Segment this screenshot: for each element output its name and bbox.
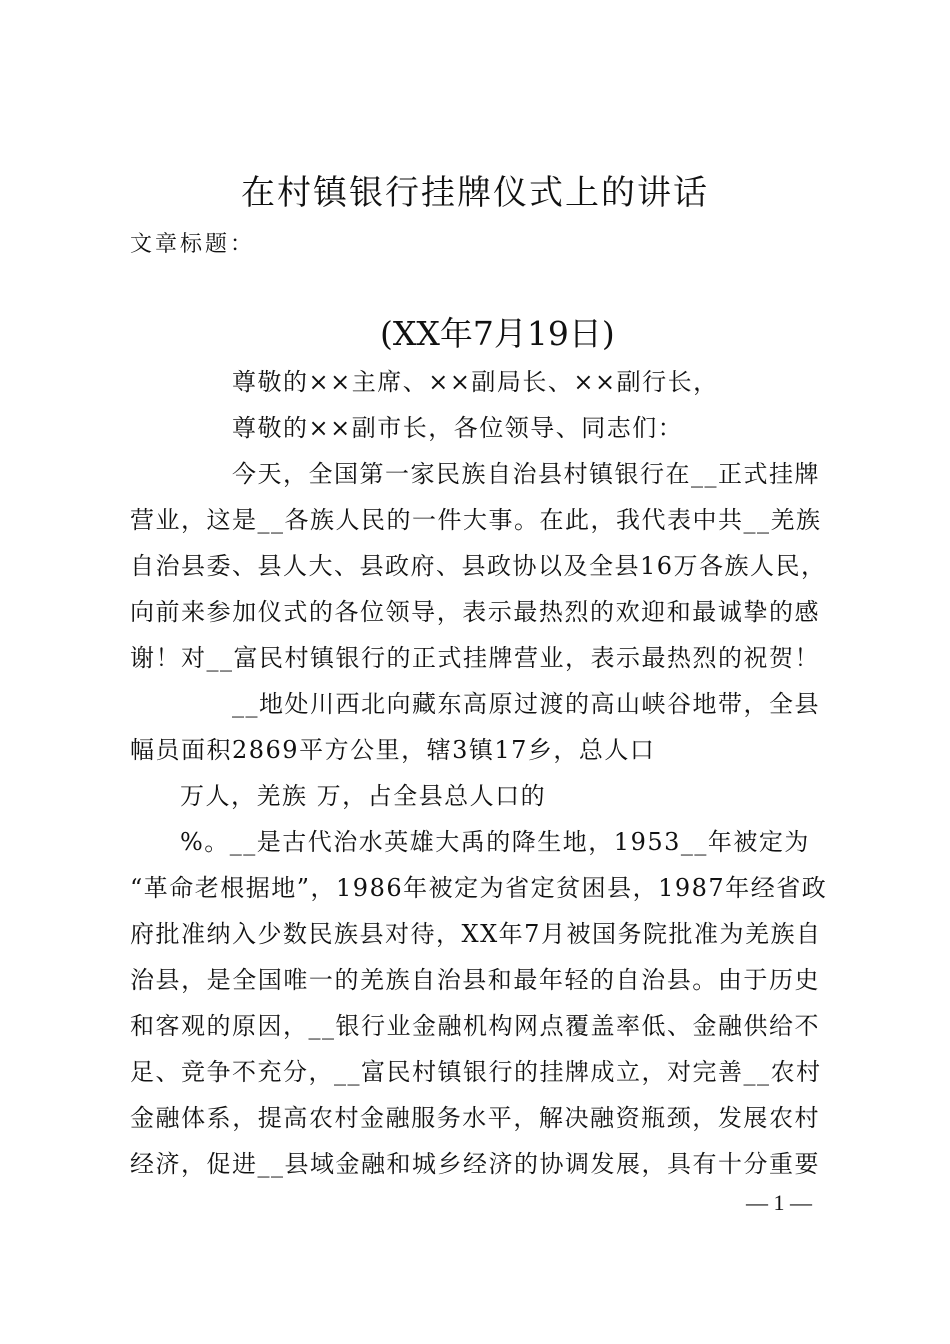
body-line: 谢！对__富民村镇银行的正式挂牌营业，表示最热烈的祝贺！ (130, 644, 820, 672)
body-line: 向前来参加仪式的各位领导，表示最热烈的欢迎和最诚挚的感 (130, 598, 820, 626)
page-number: — 1 — (746, 1190, 812, 1215)
salutation-line-1: 尊敬的××主席、××副局长、××副行长， (232, 368, 719, 396)
body-line: 今天，全国第一家民族自治县村镇银行在__正式挂牌 (232, 460, 820, 488)
body-line: 自治县委、县人大、县政府、县政协以及全县16万各族人民， (130, 552, 827, 580)
article-title-label: 文章标题： (130, 232, 256, 257)
body-line: 万人，羌族 万，占全县总人口的 (180, 782, 547, 810)
speech-date: (XX年7月19日) (380, 314, 615, 353)
body-line: 营业，这是__各族人民的一件大事。在此，我代表中共__羌族 (130, 506, 822, 534)
body-line: 府批准纳入少数民族县对待，XX年7月被国务院批准为羌族自 (130, 920, 822, 948)
body-line: “革命老根据地”，1986年被定为省定贫困县，1987年经省政 (130, 874, 828, 902)
body-line: 幅员面积2869平方公里，辖3镇17乡，总人口 (130, 736, 656, 764)
body-line: 和客观的原因，__银行业金融机构网点覆盖率低、金融供给不 (130, 1012, 820, 1040)
salutation-line-2: 尊敬的××副市长，各位领导、同志们： (232, 414, 684, 442)
body-line: %。__是古代治水英雄大禹的降生地，1953__年被定为 (180, 828, 810, 856)
body-line: __地处川西北向藏东高原过渡的高山峡谷地带，全县 (232, 690, 820, 718)
body-line: 足、竞争不充分，__富民村镇银行的挂牌成立，对完善__农村 (130, 1058, 822, 1086)
body-line: 经济，促进__县域金融和城乡经济的协调发展，具有十分重要 (130, 1150, 820, 1178)
body-line: 金融体系，提高农村金融服务水平，解决融资瓶颈，发展农村 (130, 1104, 820, 1132)
document-title: 在村镇银行挂牌仪式上的讲话 (241, 173, 709, 213)
body-line: 治县，是全国唯一的羌族自治县和最年轻的自治县。由于历史 (130, 966, 820, 994)
